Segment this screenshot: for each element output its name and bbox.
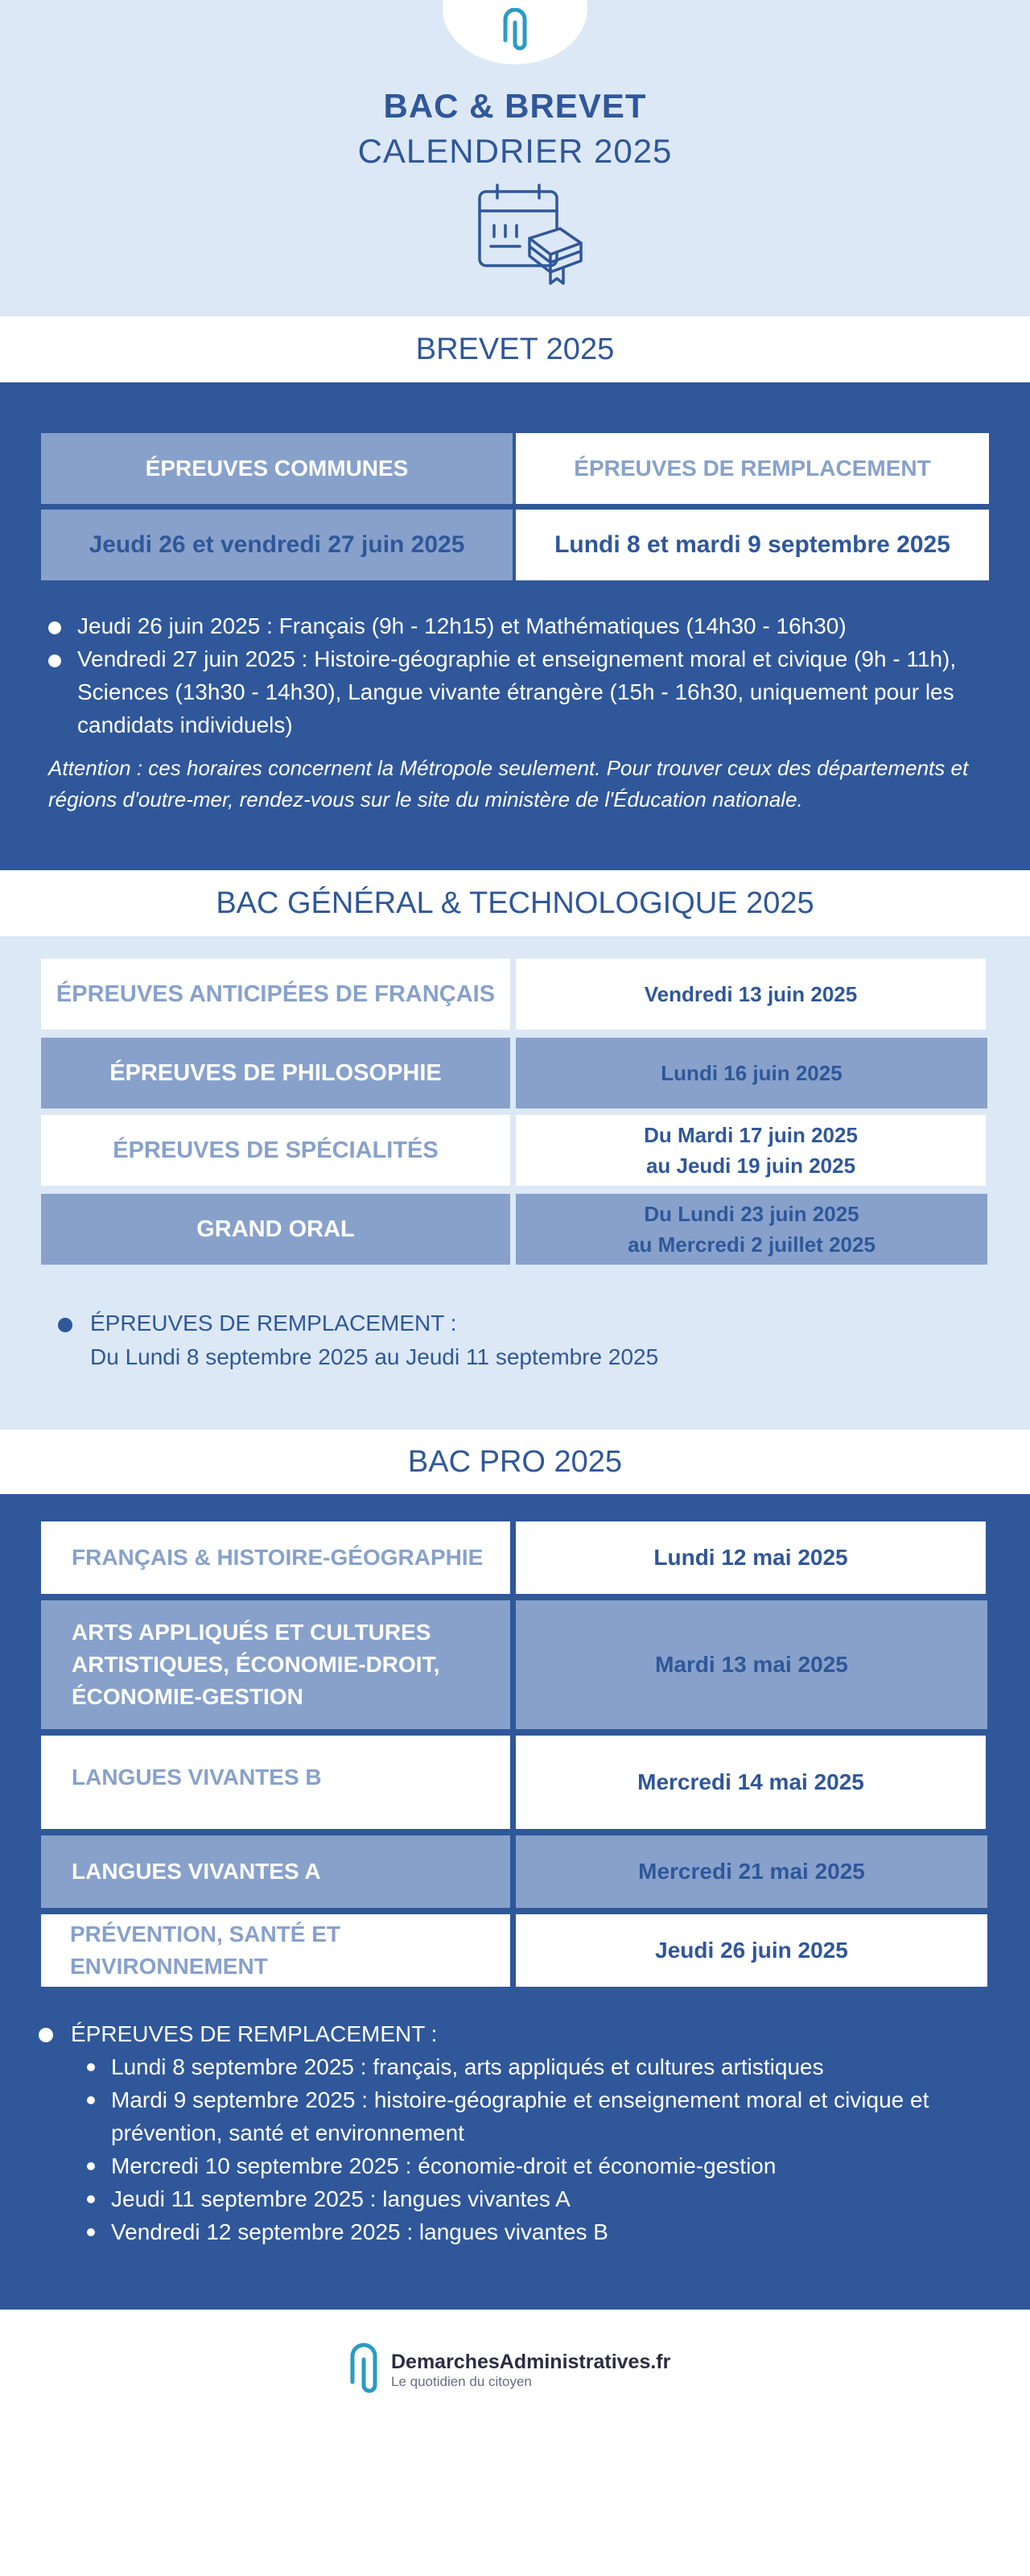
brevet-note: Attention : ces horaires concernent la Métropole seulement. Pour trouver ceux des départements et régions d'outre-mer, rendez-vous sur le site du ministère de l'Éducation nationale.	[48, 756, 969, 811]
table-row-label	[41, 1914, 510, 1987]
label-text: LANGUES VIVANTES B	[72, 1765, 322, 1790]
table-row-label: ÉPREUVES DE PHILOSOPHIE	[41, 1038, 510, 1108]
date-text: au Jeudi 19 juin 2025	[645, 1154, 856, 1178]
brevet-common-date: Jeudi 26 et vendredi 27 juin 2025	[41, 510, 513, 580]
label-text: ARTISTIQUES, ÉCONOMIE-DROIT,	[72, 1652, 440, 1677]
paperclip-icon	[499, 8, 531, 55]
table-row-date: Mardi 13 mai 2025	[516, 1600, 987, 1729]
date-text: Du Mardi 17 juin 2025	[644, 1123, 858, 1147]
table-row-label	[41, 1736, 510, 1829]
header-subtitle: CALENDRIER 2025	[357, 132, 673, 170]
list-item: Vendredi 12 septembre 2025 : langues vivantes B	[72, 2215, 1004, 2248]
header-title: BAC & BREVET	[383, 87, 647, 125]
label-text: ÉCONOMIE-GESTION	[72, 1684, 303, 1709]
brevet-replacement-date: Lundi 8 et mardi 9 septembre 2025	[516, 510, 989, 580]
date-text: Vendredi 13 juin 2025	[644, 981, 858, 1006]
list-item: Mardi 9 septembre 2025 : histoire-géographie et enseignement moral et civique et prévention, santé et environnement	[72, 2083, 1004, 2149]
table-row-date	[516, 1194, 987, 1265]
table-row-date	[516, 959, 986, 1030]
table-row-label	[41, 1600, 510, 1729]
brevet-common-header: ÉPREUVES COMMUNES	[41, 433, 513, 504]
paperclip-icon	[344, 2342, 383, 2398]
replacement-sublist	[72, 2050, 1004, 2248]
table-row-date: Mercredi 14 mai 2025	[516, 1736, 986, 1829]
calendar-books-icon	[473, 184, 586, 288]
table-row-date: Lundi 12 mai 2025	[516, 1521, 986, 1594]
list-item: Jeudi 11 septembre 2025 : langues vivantes A	[72, 2182, 1004, 2215]
table-row-date	[516, 1115, 986, 1186]
header	[0, 0, 1030, 316]
general-replacement-bullet	[58, 1307, 658, 1374]
list-item: Vendredi 27 juin 2025 : Histoire-géographie et enseignement moral et civique (9h - 11h), Sciences (13h30 - 14h30), Langue vivante étrangère (15h - 16h30, uniquement pour les candidats individuels)	[48, 642, 1014, 741]
label-text: LANGUES VIVANTES A	[72, 1859, 321, 1884]
brand-text	[391, 2351, 670, 2390]
bullet-dot	[58, 1318, 72, 1332]
table-row-date	[516, 1038, 987, 1108]
date-text: Lundi 16 juin 2025	[661, 1060, 843, 1085]
label-text: FRANÇAIS & HISTOIRE-GÉOGRAPHIE	[72, 1545, 484, 1570]
table-row-date: Mercredi 21 mai 2025	[516, 1835, 987, 1908]
table-row-date: Jeudi 26 juin 2025	[516, 1914, 987, 1987]
general-section	[0, 936, 1030, 1430]
date-text: au Mercredi 2 juillet 2025	[628, 1232, 876, 1257]
table-row-label	[41, 1835, 510, 1908]
replacement-dates: Du Lundi 8 septembre 2025 au Jeudi 11 septembre 2025	[90, 1344, 659, 1369]
label-text: PRÉVENTION, SANTÉ ET	[70, 1922, 341, 1946]
table-row-label: GRAND ORAL	[41, 1194, 510, 1265]
brand-name: DemarchesAdministratives.fr	[391, 2350, 671, 2373]
table-row-label: ÉPREUVES DE SPÉCIALITÉS	[41, 1115, 510, 1186]
brevet-bullet-list	[48, 609, 1014, 741]
list-item: Mercredi 10 septembre 2025 : économie-droit et économie-gestion	[72, 2149, 1004, 2182]
pro-replacement-list	[39, 2017, 1004, 2248]
brand-logo[interactable]	[344, 2342, 670, 2398]
general-section-title: BAC GÉNÉRAL & TECHNOLOGIQUE 2025	[0, 870, 1030, 936]
date-text: Du Lundi 23 juin 2025	[644, 1202, 859, 1226]
table-row-label: ÉPREUVES ANTICIPÉES DE FRANÇAIS	[41, 959, 510, 1030]
label-text: ENVIRONNEMENT	[70, 1954, 268, 1979]
pro-section	[0, 1494, 1030, 2310]
brevet-section	[0, 382, 1030, 870]
brand-tagline: Le quotidien du citoyen	[391, 2373, 532, 2389]
footer	[0, 2310, 1030, 2576]
list-item: Lundi 8 septembre 2025 : français, arts appliqués et cultures artistiques	[72, 2050, 1004, 2083]
pro-section-title: BAC PRO 2025	[0, 1430, 1030, 1494]
replacement-title: ÉPREUVES DE REMPLACEMENT :	[90, 1311, 457, 1335]
table-row-label	[41, 1521, 510, 1594]
brevet-replacement-header: ÉPREUVES DE REMPLACEMENT	[516, 433, 989, 504]
replacement-title: ÉPREUVES DE REMPLACEMENT :	[39, 2017, 1004, 2050]
label-text: ARTS APPLIQUÉS ET CULTURES	[72, 1620, 431, 1645]
brevet-section-title: BREVET 2025	[0, 316, 1030, 382]
list-item: Jeudi 26 juin 2025 : Français (9h - 12h15) et Mathématiques (14h30 - 16h30)	[48, 609, 1014, 642]
logo-badge	[443, 0, 587, 64]
